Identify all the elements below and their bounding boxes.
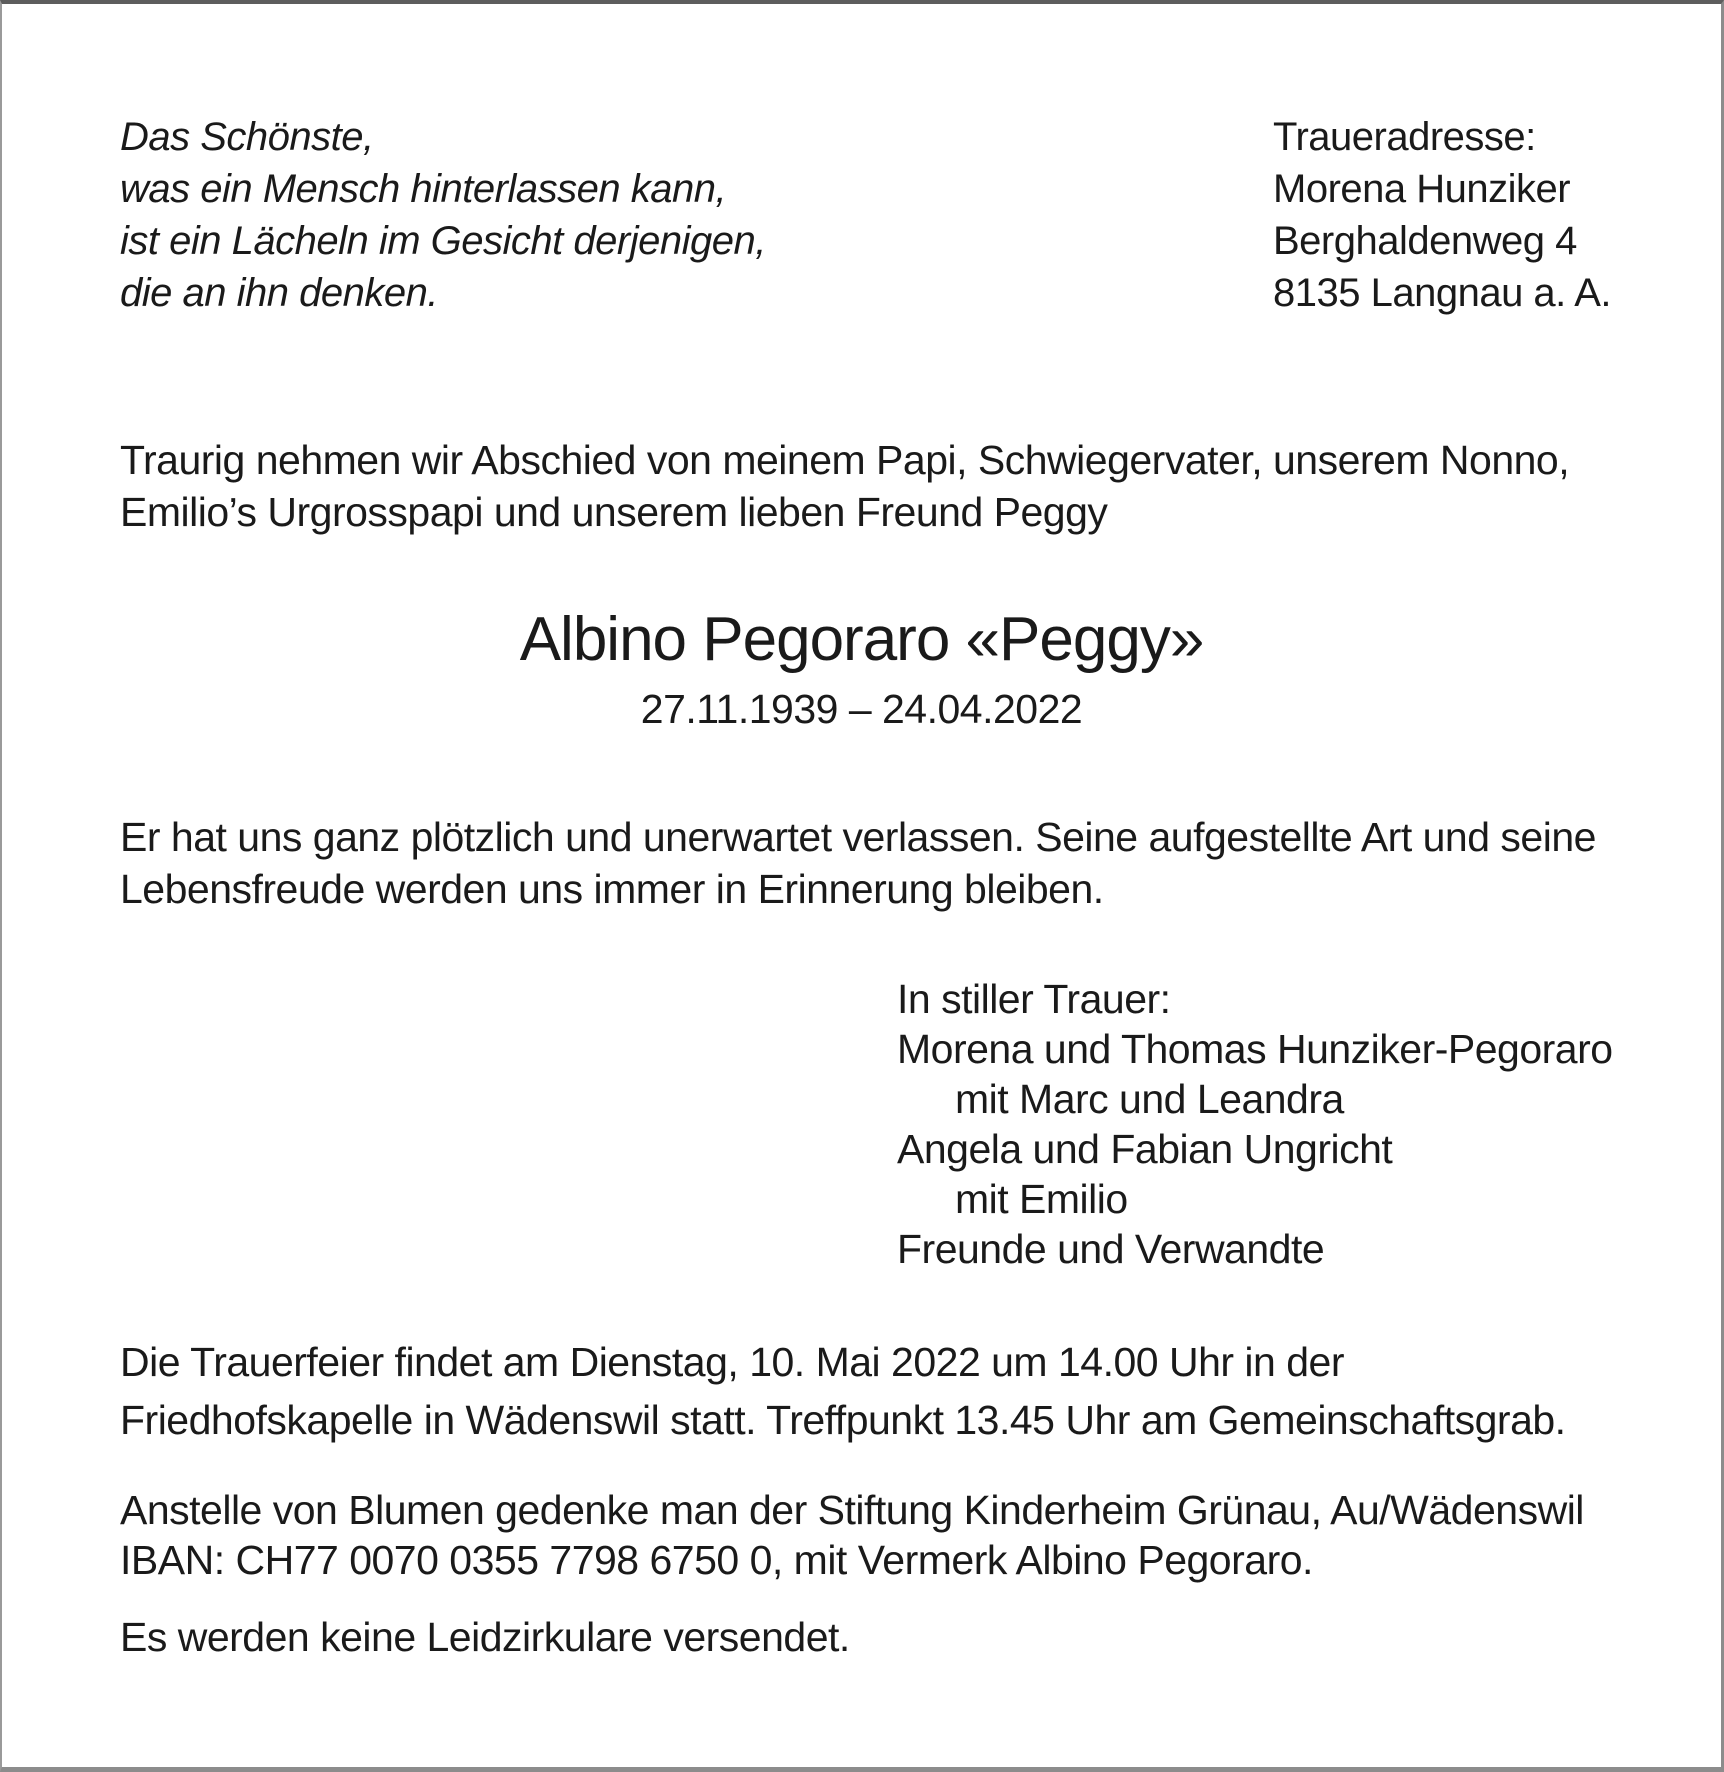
service-line: Die Trauerfeier findet am Dienstag, 10. Mai 2022 um 14.00 Uhr in der	[120, 1339, 1344, 1385]
mourning-address-line: 8135 Langnau a. A.	[1273, 271, 1611, 315]
mourner-line: Freunde und Verwandte	[897, 1226, 1325, 1272]
service-line: Friedhofskapelle in Wädenswil statt. Treffpunkt 13.45 Uhr am Gemeinschaftsgrab.	[120, 1397, 1566, 1443]
farewell-line: Er hat uns ganz plötzlich und unerwartet verlassen. Seine aufgestellte Art und seine	[120, 814, 1596, 860]
intro-line: Emilio’s Urgrosspapi und unserem lieben Freund Peggy	[120, 489, 1108, 535]
mourner-line: Angela und Fabian Ungricht	[897, 1126, 1393, 1172]
intro-line: Traurig nehmen wir Abschied von meinem Papi, Schwiegervater, unserem Nonno,	[120, 437, 1570, 483]
mourning-address-line: Morena Hunziker	[1273, 167, 1571, 211]
deceased-name: Albino Pegoraro «Peggy»	[519, 605, 1204, 674]
mourners-heading: In stiller Trauer:	[897, 976, 1171, 1022]
mourners-list	[897, 974, 1613, 1274]
mourning-address-label: Traueradresse:	[1273, 115, 1536, 159]
poem-line: die an ihn denken.	[120, 271, 438, 315]
poem-line: was ein Mensch hinterlassen kann,	[120, 167, 727, 211]
farewell-paragraph	[120, 811, 1596, 915]
donation-line: IBAN: CH77 0070 0355 7798 6750 0, mit Vermerk Albino Pegoraro.	[120, 1537, 1313, 1583]
mourner-line: mit Emilio	[955, 1176, 1128, 1222]
life-dates: 27.11.1939 – 24.04.2022	[640, 686, 1083, 732]
farewell-line: Lebensfreude werden uns immer in Erinnerung bleiben.	[120, 866, 1104, 912]
closing-line: Es werden keine Leidzirkulare versendet.	[120, 1614, 850, 1660]
service-details	[120, 1333, 1566, 1449]
donation-request	[120, 1485, 1584, 1585]
mourner-line: mit Marc und Leandra	[955, 1076, 1344, 1122]
closing-note	[120, 1611, 850, 1663]
poem-line: Das Schönste,	[120, 115, 374, 159]
intro-paragraph	[120, 434, 1569, 538]
mourner-line: Morena und Thomas Hunziker-Pegoraro	[897, 1026, 1613, 1072]
poem-line: ist ein Lächeln im Gesicht derjenigen,	[120, 219, 766, 263]
mourning-address	[1273, 111, 1611, 319]
memorial-poem	[120, 111, 766, 319]
donation-line: Anstelle von Blumen gedenke man der Stiftung Kinderheim Grünau, Au/Wädenswil	[120, 1487, 1584, 1533]
deceased-header	[2, 605, 1721, 735]
mourning-address-line: Berghaldenweg 4	[1273, 219, 1577, 263]
